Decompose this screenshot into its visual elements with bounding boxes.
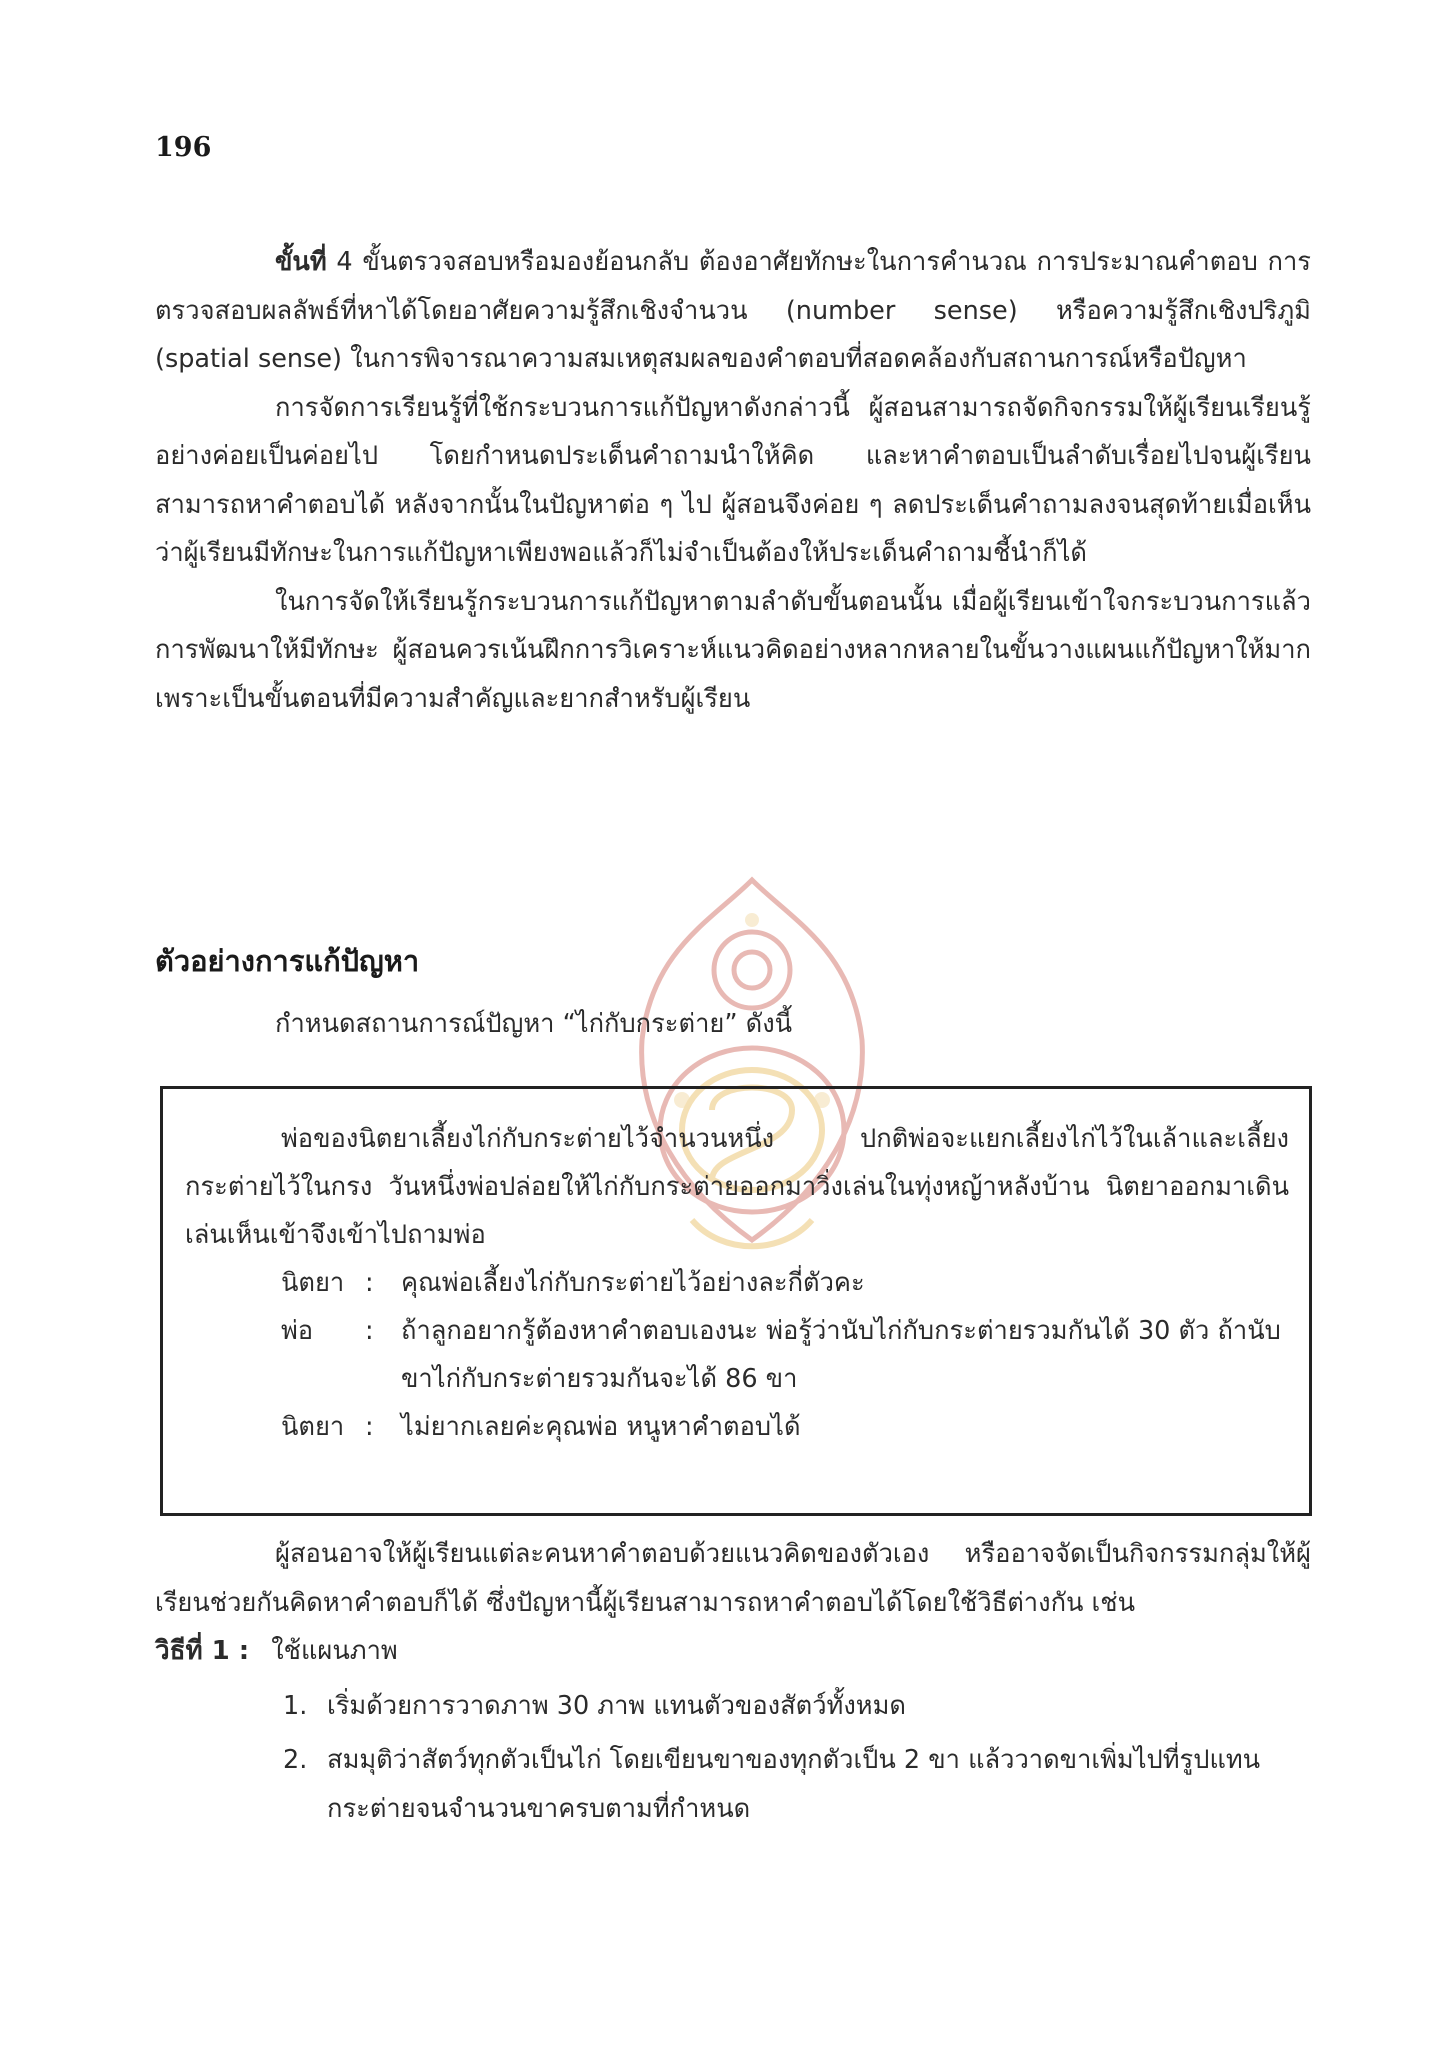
step-text: เริ่มด้วยการวาดภาพ 30 ภาพ แทนตัวของสัตว์ทั้งหมด <box>327 1690 906 1721</box>
dialogue-colon: : <box>365 1412 374 1442</box>
story-box <box>160 1086 1312 1516</box>
step-label: ขั้นที่ <box>275 247 327 277</box>
paragraph-skill-development: ในการจัดให้เรียนรู้กระบวนการแก้ปัญหาตามลำดับขั้นตอนนั้น เมื่อผู้เรียนเข้าใจกระบวนการแล้ว การพัฒนาให้มีทักษะ ผู้สอนควรเน้นฝึกการวิเคราะห์แนวคิดอย่างหลากหลายในขั้นวางแผนแก้ปัญหาให้มาก เพราะเป็นขั้นตอนที่มีความสำคัญและยากสำหรับผู้เรียน <box>155 586 1311 714</box>
method-text: ใช้แผนภาพ <box>271 1636 398 1666</box>
step-text: สมมุติว่าสัตว์ทุกตัวเป็นไก่ โดยเขียนขาของทุกตัวเป็น 2 ขา แล้ววาดขาเพิ่มไปที่รูปแทนกระต่ายจนจำนวนขาครบตามที่กำหนด <box>327 1745 1261 1824</box>
list-item <box>283 1682 1311 1731</box>
page-number: 196 <box>155 132 212 163</box>
lower-section <box>155 1530 1311 1839</box>
dialogue-speaker: พ่อ <box>281 1316 314 1346</box>
paragraph-approaches: ผู้สอนอาจให้ผู้เรียนแต่ละคนหาคำตอบด้วยแนวคิดของตัวเอง หรืออาจจัดเป็นกิจกรรมกลุ่มให้ผู้เรียนช่วยกันคิดหาคำตอบก็ได้ ซึ่งปัญหานี้ผู้เรียนสามารถหาคำตอบได้โดยใช้วิธีต่างกัน เช่น <box>155 1539 1311 1618</box>
list-item <box>283 1736 1311 1833</box>
example-intro: กำหนดสถานการณ์ปัญหา “ไก่กับกระต่าย” ดังนี้ <box>275 1009 793 1039</box>
dialogue-speaker: นิตยา <box>281 1268 345 1298</box>
method-1 <box>155 1627 1311 1676</box>
step-number: 2. <box>283 1745 308 1775</box>
dialogue-line <box>281 1403 1289 1451</box>
dialogue-text: คุณพ่อเลี้ยงไก่กับกระต่ายไว้อย่างละกี่ตัวคะ <box>401 1268 865 1298</box>
dialogue-colon: : <box>365 1268 374 1298</box>
example-heading: ตัวอย่างการแก้ปัญหา <box>155 944 420 978</box>
paragraph-learning-management: การจัดการเรียนรู้ที่ใช้กระบวนการแก้ปัญหาดังกล่าวนี้ ผู้สอนสามารถจัดกิจกรรมให้ผู้เรียนเรียนรู้อย่างค่อยเป็นค่อยไป โดยกำหนดประเด็นคำถามนำให้คิด และหาคำตอบเป็นลำดับเรื่อยไปจนผู้เรียนสามารถหาคำตอบได้ หลังจากนั้นในปัญหาต่อ ๆ ไป ผู้สอนจึงค่อย ๆ ลดประเด็นคำถามลงจนสุดท้ายเมื่อเห็นว่าผู้เรียนมีทักษะในการแก้ปัญหาเพียงพอแล้วก็ไม่จำเป็นต้องให้ประเด็นคำถามชี้นำก็ได้ <box>155 392 1311 568</box>
body-text <box>155 238 1311 723</box>
dialogue-speaker: นิตยา <box>281 1412 345 1442</box>
dialogue-text: ถ้าลูกอยากรู้ต้องหาคำตอบเองนะ พ่อรู้ว่านับไก่กับกระต่ายรวมกันได้ 30 ตัว ถ้านับขาไก่กับกระต่ายรวมกันจะได้ 86 ขา <box>401 1316 1281 1394</box>
method-steps <box>283 1682 1311 1834</box>
dialogue-text: ไม่ยากเลยค่ะคุณพ่อ หนูหาคำตอบได้ <box>401 1412 801 1442</box>
dialogue-line <box>281 1259 1289 1307</box>
dialogue-line <box>281 1307 1289 1403</box>
method-label: วิธีที่ 1 : <box>155 1636 250 1666</box>
step-number: 1. <box>283 1690 308 1721</box>
dialogue-colon: : <box>365 1316 374 1346</box>
paragraph-step-4 <box>155 238 1311 384</box>
story-narrative: พ่อของนิตยาเลี้ยงไก่กับกระต่ายไว้จำนวนหนึ่ง ปกติพ่อจะแยกเลี้ยงไก่ไว้ในเล้าและเลี้ยงกระต่ายไว้ในกรง วันหนึ่งพ่อปล่อยให้ไก่กับกระต่ายออกมาวิ่งเล่นในทุ่งหญ้าหลังบ้าน นิตยาออกมาเดินเล่นเห็นเข้าจึงเข้าไปถามพ่อ <box>185 1124 1289 1250</box>
paragraph-text: 4 ขั้นตรวจสอบหรือมองย้อนกลับ ต้องอาศัยทักษะในการคำนวณ การประมาณคำตอบ การตรวจสอบผลลัพธ์ที่หาได้โดยอาศัยความรู้สึกเชิงจำนวน (number sense) หรือความรู้สึกเชิงปริภูมิ (spatial sense) ในการพิจารณาความสมเหตุสมผลของคำตอบที่สอดคล้องกับสถานการณ์หรือปัญหา <box>155 247 1311 374</box>
